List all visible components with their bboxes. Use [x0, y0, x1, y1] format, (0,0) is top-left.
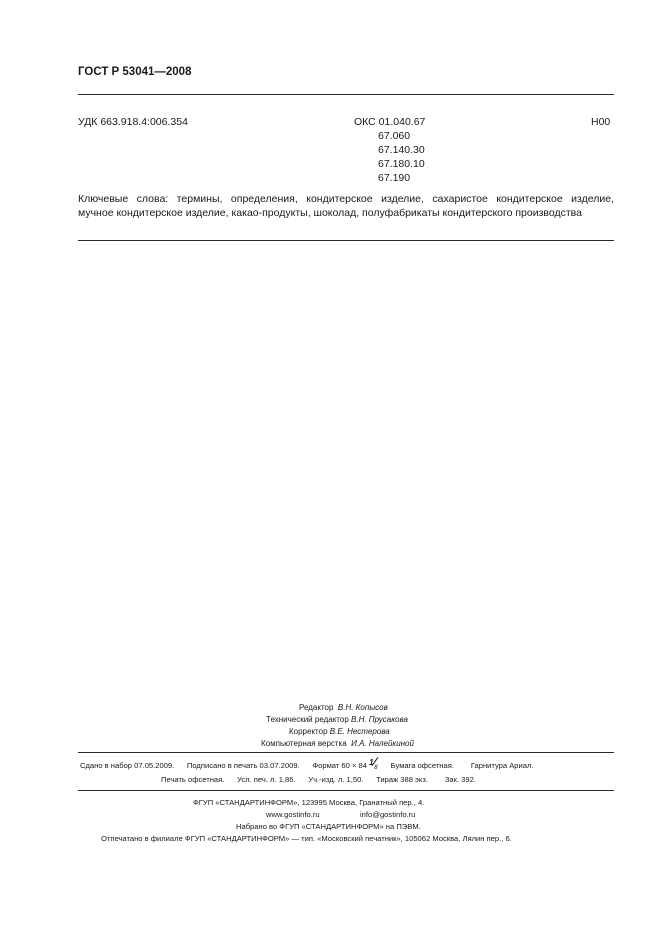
keywords-rule: [78, 240, 614, 241]
typesetting-note: Набрано во ФГУП «СТАНДАРТИНФОРМ» на ПЭВМ.: [236, 822, 421, 831]
oks-line-2: 67.060: [378, 130, 411, 142]
corrector-credit: Корректор В.Е. Нестерова: [289, 727, 390, 736]
imprint-rule-top: [78, 752, 614, 753]
production-line-2: Печать офсетная. Усл. печ. л. 1,86. Уч.-изд. л. 1,50. Тираж 388 экз. Зак. 392.: [161, 775, 476, 784]
udk-code: УДК 663.918.4:006.354: [78, 116, 188, 128]
layout-name: И.А. Налейкиной: [351, 739, 414, 748]
document-header: ГОСТ Р 53041—2008: [78, 66, 192, 78]
tech-editor-credit: Технический редактор В.Н. Прусакова: [266, 715, 408, 724]
production-line-1: Сдано в набор 07.05.2009. Подписано в печать 03.07.2009. Формат 60 × 84 1 8 Бумага офсетная. Гарнитура Ариал.: [80, 758, 534, 771]
layout-credit: Компьютерная верстка И.А. Налейкиной: [261, 739, 414, 748]
editor-name: В.Н. Копысов: [337, 703, 388, 712]
corrector-name: В.Е. Нестерова: [329, 727, 390, 736]
editor-credit: Редактор В.Н. Копысов: [299, 703, 388, 712]
oks-line-1: ОКС 01.040.67: [354, 116, 426, 128]
header-rule: [78, 94, 614, 95]
oks-line-5: 67.190: [378, 172, 411, 184]
oks-line-3: 67.140.30: [378, 144, 425, 156]
publisher-website: www.gostinfo.ru: [266, 810, 320, 819]
keywords-line-1: Ключевые слова: термины, определения, кондитерское изделие, сахаристое кондитерское изделие,: [78, 193, 614, 205]
keywords-line-2: мучное кондитерское изделие, какао-продукты, шоколад, полуфабрикаты кондитерского производства: [78, 207, 582, 219]
keywords-block: [78, 192, 614, 220]
okstu-code: Н00: [591, 116, 611, 128]
tech-editor-name: В.Н. Прусакова: [351, 715, 408, 724]
publisher-email: info@gostinfo.ru: [360, 810, 416, 819]
format-fraction: 1 8: [369, 758, 378, 771]
publisher-address: ФГУП «СТАНДАРТИНФОРМ», 123995 Москва, Гранатный пер., 4.: [193, 798, 425, 807]
printing-note: Отпечатано в филиале ФГУП «СТАНДАРТИНФОРМ» — тип. «Московский печатник», 105062 Москва, Лялин пер., 6.: [101, 834, 512, 843]
imprint-rule-bottom: [78, 790, 614, 791]
oks-line-4: 67.180.10: [378, 158, 425, 170]
